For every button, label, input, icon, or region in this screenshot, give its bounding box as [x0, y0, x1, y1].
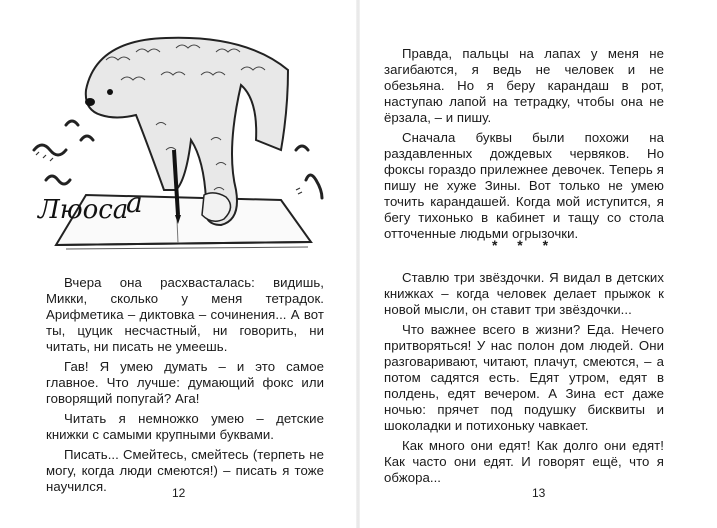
- handwriting-text: Люоса: [38, 195, 129, 225]
- paragraph: Как много они едят! Как долго они едят! Как часто они едят. И говорят ещё, что я обжора...: [384, 438, 664, 485]
- dog-writing-illustration-icon: [26, 30, 326, 262]
- right-page: [358, 0, 717, 528]
- paragraph: Ставлю три звёздочки. Я видал в детских книжках – когда человек делает прыжок к новой мысли, он ставит три звёздочки...: [384, 270, 664, 317]
- left-page: [0, 0, 358, 528]
- section-separator: * * *: [491, 237, 557, 253]
- right-page-body-top: [384, 46, 664, 246]
- paragraph: Вчера она расхвасталась: видишь, Микки, сколько у меня тетрадок. Арифметика – диктовка – сочинения... А вот ты, цуцик несчастный, ни говорить, ни читать, ни писать не умеешь.: [46, 275, 324, 354]
- page-number-right: 13: [532, 486, 546, 500]
- paragraph: Писать... Смейтесь, смейтесь (терпеть не могу, когда люди смеются!) – писать я тоже научился.: [46, 447, 324, 494]
- paragraph: Правда, пальцы на лапах у меня не загибаются, я ведь не человек и не обезьяна. Но я беру карандаш в рот, наступаю лапой на тетрадку, чтобы она не ёрзала, – и пишу.: [384, 46, 664, 125]
- paragraph: Читать я немножко умею – детские книжки с самыми крупными буквами.: [46, 411, 324, 442]
- paragraph: Сначала буквы были похожи на раздавленных дождевых червяков. Но фоксы гораздо прилежнее девочек. Теперь я пишу не хуже Зины. Вот только не умею точить карандашей. Когда мой иступится, я бегу тихонько в кабинет и тащу со стола отточенные людьми огрызочки.: [384, 130, 664, 241]
- paragraph: Гав! Я умею думать – и это самое главное. Что лучше: думающий фокс или говорящий попугай? Ага!: [46, 359, 324, 406]
- right-page-body-bottom: [384, 270, 664, 490]
- paragraph: Что важнее всего в жизни? Еда. Нечего притворяться! У нас полон дом людей. Они разговаривают, читают, плачут, смеются, – а потом садятся есть. Едят утром, едят в полдень, едят вечером. А Зина ест даже ночью: прячет под подушку бисквиты и шоколадки и потихоньку чавкает.: [384, 322, 664, 433]
- left-page-body: [46, 275, 324, 499]
- svg-text:а: а: [126, 186, 143, 219]
- page-number-left: 12: [172, 486, 186, 500]
